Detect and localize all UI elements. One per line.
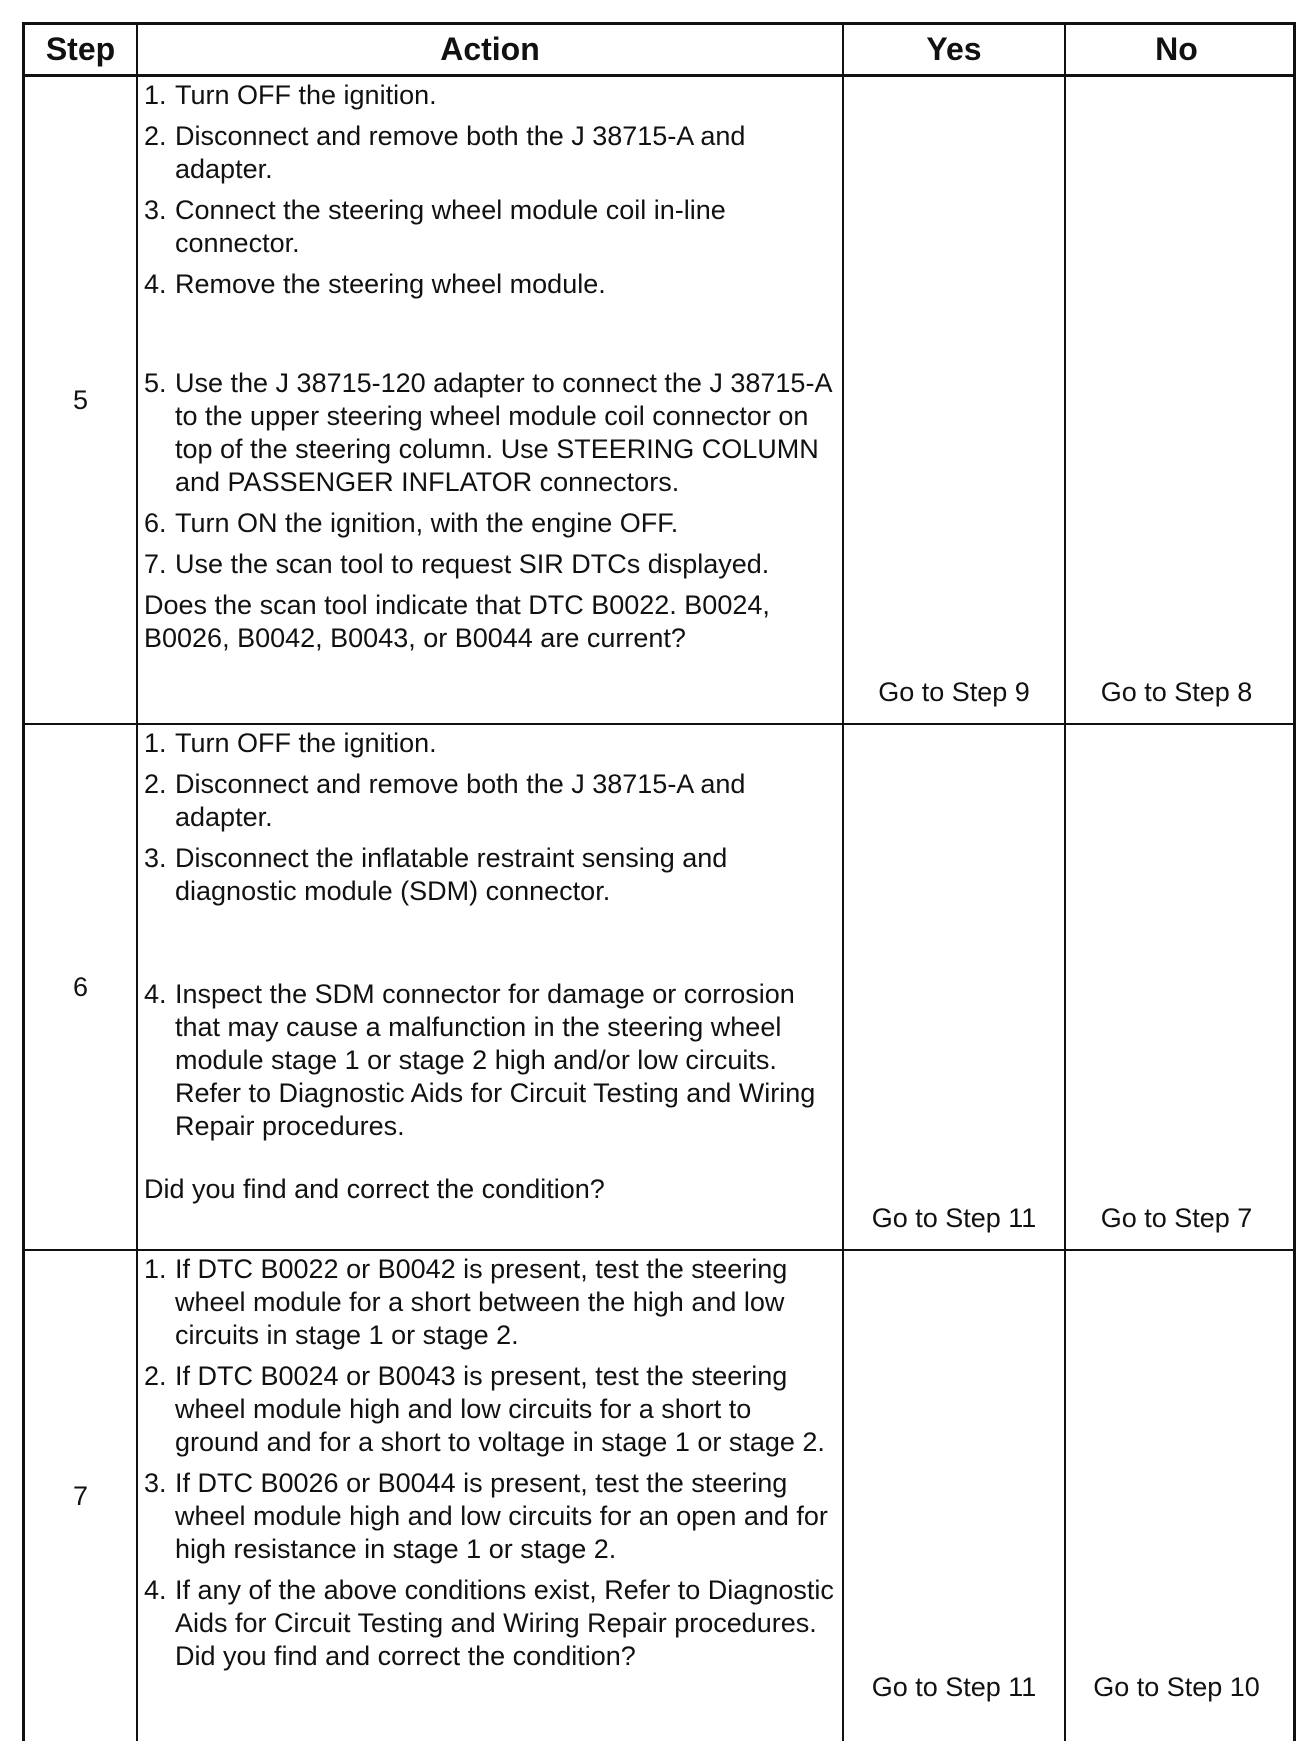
yes-cell (844, 77, 1066, 723)
action-cell (138, 725, 844, 1249)
action-list (144, 79, 836, 301)
no-cell (1066, 1251, 1287, 1741)
item-text: Use the J 38715-120 adapter to connect the J 38715-A to the upper steering wheel module coil connector on top of the steering column. Use STEERING COLUMN and PASSENGER INFLATOR connectors. (175, 368, 831, 497)
step-number: 7 (25, 1251, 138, 1741)
item-number: 1. (144, 728, 167, 758)
item-text: Turn OFF the ignition. (175, 80, 437, 110)
list-item (144, 268, 836, 301)
list-item (144, 727, 836, 760)
item-number: 5. (144, 368, 167, 398)
item-text: Disconnect and remove both the J 38715-A and adapter. (175, 121, 746, 184)
item-text: Remove the steering wheel module. (175, 269, 606, 299)
item-text: Connect the steering wheel module coil in-line connector. (175, 195, 726, 258)
action-list (144, 367, 836, 581)
no-cell (1066, 77, 1287, 723)
item-number: 7. (144, 549, 167, 579)
item-text: Turn ON the ignition, with the engine OFF. (175, 508, 679, 538)
action-list (144, 1253, 836, 1673)
table-header-row (25, 25, 1293, 77)
list-item (144, 1360, 836, 1459)
item-text: Disconnect and remove both the J 38715-A and adapter. (175, 769, 746, 832)
list-item (144, 120, 836, 186)
no-goto-link[interactable]: Go to Step 10 (1093, 1672, 1260, 1702)
header-step: Step (25, 25, 138, 74)
item-text: Disconnect the inflatable restraint sensing and diagnostic module (SDM) connector. (175, 843, 728, 906)
header-yes: Yes (844, 25, 1066, 74)
spacer (144, 916, 836, 978)
step-number: 6 (25, 725, 138, 1249)
spacer (144, 309, 836, 367)
no-goto-link[interactable]: Go to Step 8 (1100, 677, 1253, 707)
header-action: Action (138, 25, 844, 74)
item-text: Inspect the SDM connector for damage or corrosion that may cause a malfunction in the steering wheel module stage 1 or stage 2 high and/or low circuits. Refer to Diagnostic Aids for Circuit Testing and Wiring Repair procedures. (175, 979, 816, 1141)
question-text: Did you find and correct the condition? (144, 1174, 605, 1204)
item-number: 4. (144, 1575, 167, 1605)
list-item (144, 79, 836, 112)
item-text: If any of the above conditions exist, Refer to Diagnostic Aids for Circuit Testing and Wiring Repair procedures. Did you find and correct the condition? (175, 1575, 834, 1671)
header-no: No (1155, 31, 1198, 67)
yes-goto-link[interactable]: Go to Step 9 (878, 677, 1030, 707)
item-number: 3. (144, 843, 167, 873)
action-cell (138, 77, 844, 723)
yes-goto-link[interactable]: Go to Step 11 (871, 1203, 1037, 1233)
item-number: 3. (144, 195, 167, 225)
list-item (144, 1574, 836, 1673)
action-list (144, 727, 836, 908)
diagnostic-table (22, 22, 1296, 1741)
table-row (25, 725, 1293, 1251)
list-item (144, 1253, 836, 1352)
item-number: 1. (144, 1254, 167, 1284)
item-text: If DTC B0026 or B0044 is present, test the steering wheel module high and low circuits for an open and for high resistance in stage 1 or stage 2. (175, 1468, 828, 1564)
list-item (144, 194, 836, 260)
item-number: 4. (144, 269, 167, 299)
no-cell (1066, 725, 1287, 1249)
item-text: If DTC B0024 or B0043 is present, test the steering wheel module high and low circuits for a short to ground and for a short to voltage in stage 1 or stage 2. (175, 1361, 825, 1457)
item-number: 2. (144, 121, 167, 151)
action-list (144, 978, 836, 1143)
item-number: 3. (144, 1468, 167, 1498)
item-number: 6. (144, 508, 167, 538)
yes-cell (844, 1251, 1066, 1741)
list-item (144, 1467, 836, 1566)
item-number: 1. (144, 80, 167, 110)
item-text: Use the scan tool to request SIR DTCs displayed. (175, 549, 770, 579)
yes-cell (844, 725, 1066, 1249)
list-item (144, 978, 836, 1143)
table-row (25, 77, 1293, 725)
list-item (144, 367, 836, 499)
item-text: If DTC B0022 or B0042 is present, test the steering wheel module for a short between the high and low circuits in stage 1 or stage 2. (175, 1254, 788, 1350)
yes-goto-link[interactable]: Go to Step 11 (871, 1672, 1037, 1702)
action-cell (138, 1251, 844, 1741)
table-row (25, 1251, 1293, 1741)
list-item (144, 548, 836, 581)
step-number: 5 (25, 77, 138, 723)
item-text: Turn OFF the ignition. (175, 728, 437, 758)
question-text: Does the scan tool indicate that DTC B0022. B0024, B0026, B0042, B0043, or B0044 are current? (144, 590, 770, 653)
list-item (144, 842, 836, 908)
list-item (144, 768, 836, 834)
item-number: 4. (144, 979, 167, 1009)
no-goto-link[interactable]: Go to Step 7 (1100, 1203, 1253, 1233)
item-number: 2. (144, 769, 167, 799)
item-number: 2. (144, 1361, 167, 1391)
list-item (144, 507, 836, 540)
